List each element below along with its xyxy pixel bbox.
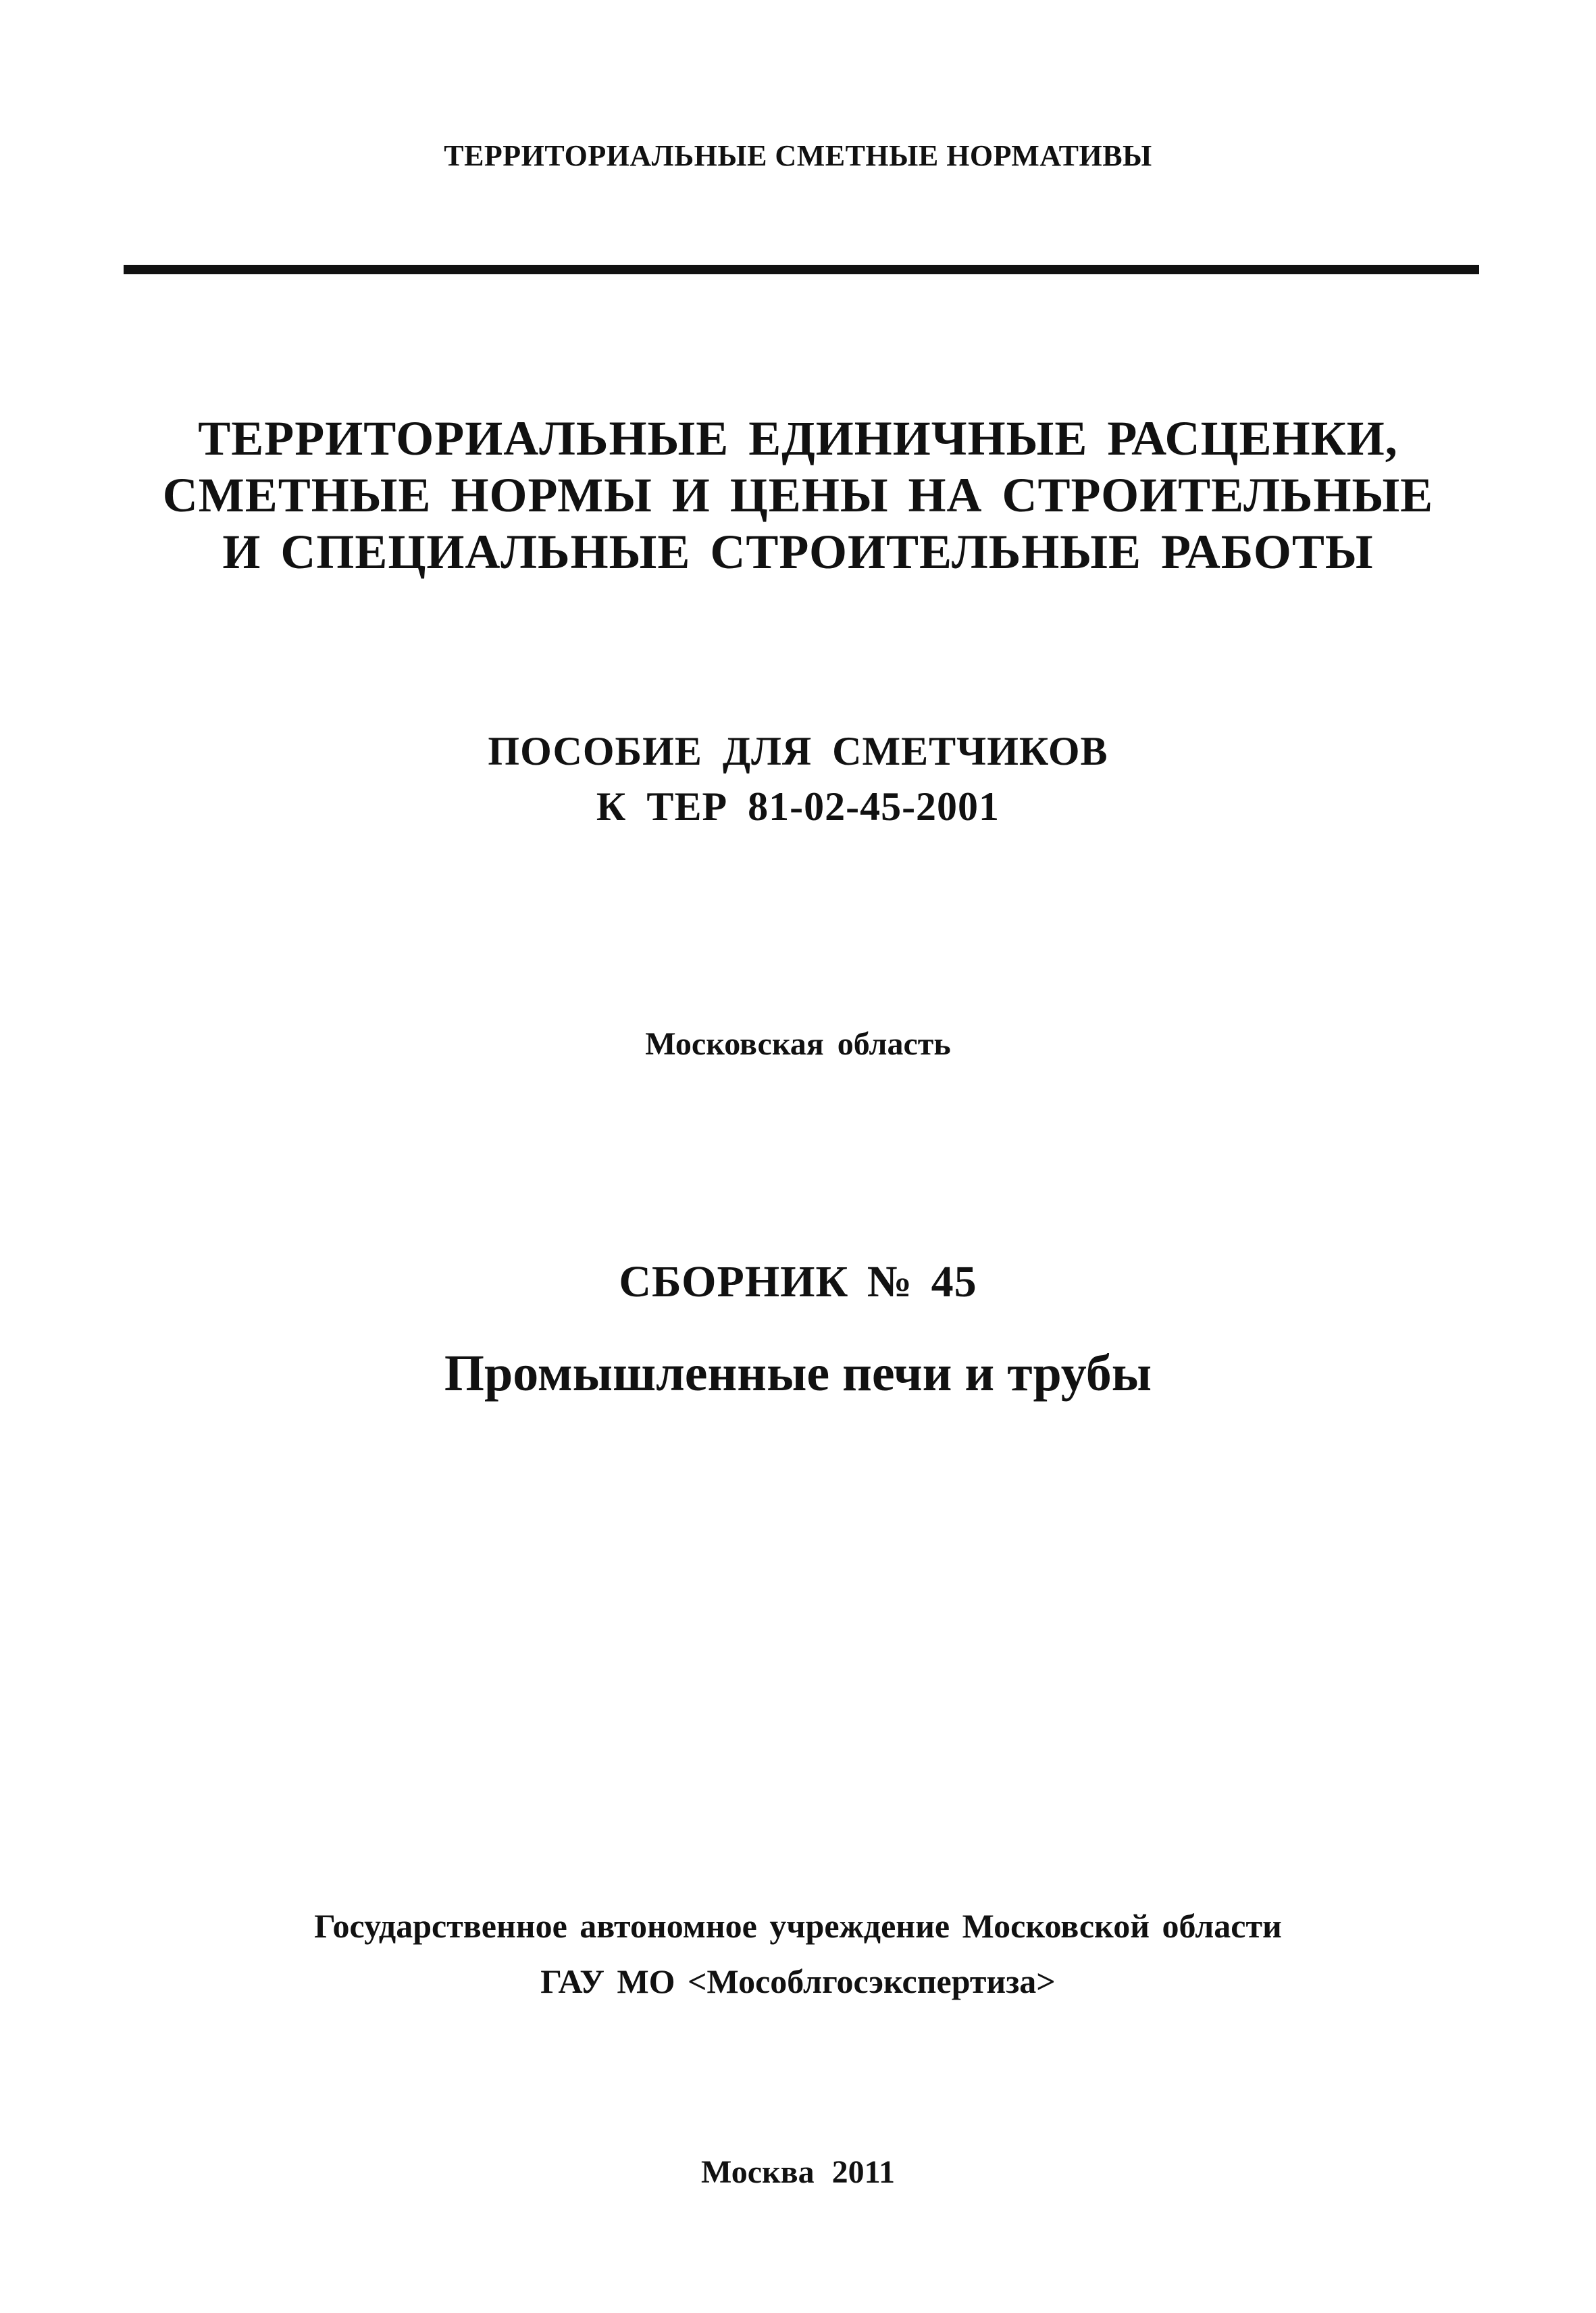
region: Московская область [645,1026,951,1062]
subtitle-line-1: ПОСОБИЕ ДЛЯ СМЕТЧИКОВ [488,729,1108,773]
horizontal-rule [124,265,1479,274]
publisher-line-1: Государственное автономное учреждение Московской области [314,1907,1282,1945]
collection-number: СБОРНИК № 45 [619,1257,977,1306]
subtitle-line-2: К ТЕР 81-02-45-2001 [596,784,1000,829]
series-header: ТЕРРИТОРИАЛЬНЫЕ СМЕТНЫЕ НОРМАТИВЫ [444,139,1152,172]
title-line-2: СМЕТНЫЕ НОРМЫ И ЦЕНЫ НА СТРОИТЕЛЬНЫЕ [162,468,1434,522]
title-line-3: И СПЕЦИАЛЬНЫЕ СТРОИТЕЛЬНЫЕ РАБОТЫ [222,525,1374,579]
collection-name: Промышленные печи и трубы [444,1345,1152,1402]
city-year: Москва 2011 [701,2154,895,2190]
publisher-line-2: ГАУ МО <Мособлгосэкспертиза> [540,1962,1056,2000]
title-line-1: ТЕРРИТОРИАЛЬНЫЕ ЕДИНИЧНЫЕ РАСЦЕНКИ, [198,411,1398,465]
